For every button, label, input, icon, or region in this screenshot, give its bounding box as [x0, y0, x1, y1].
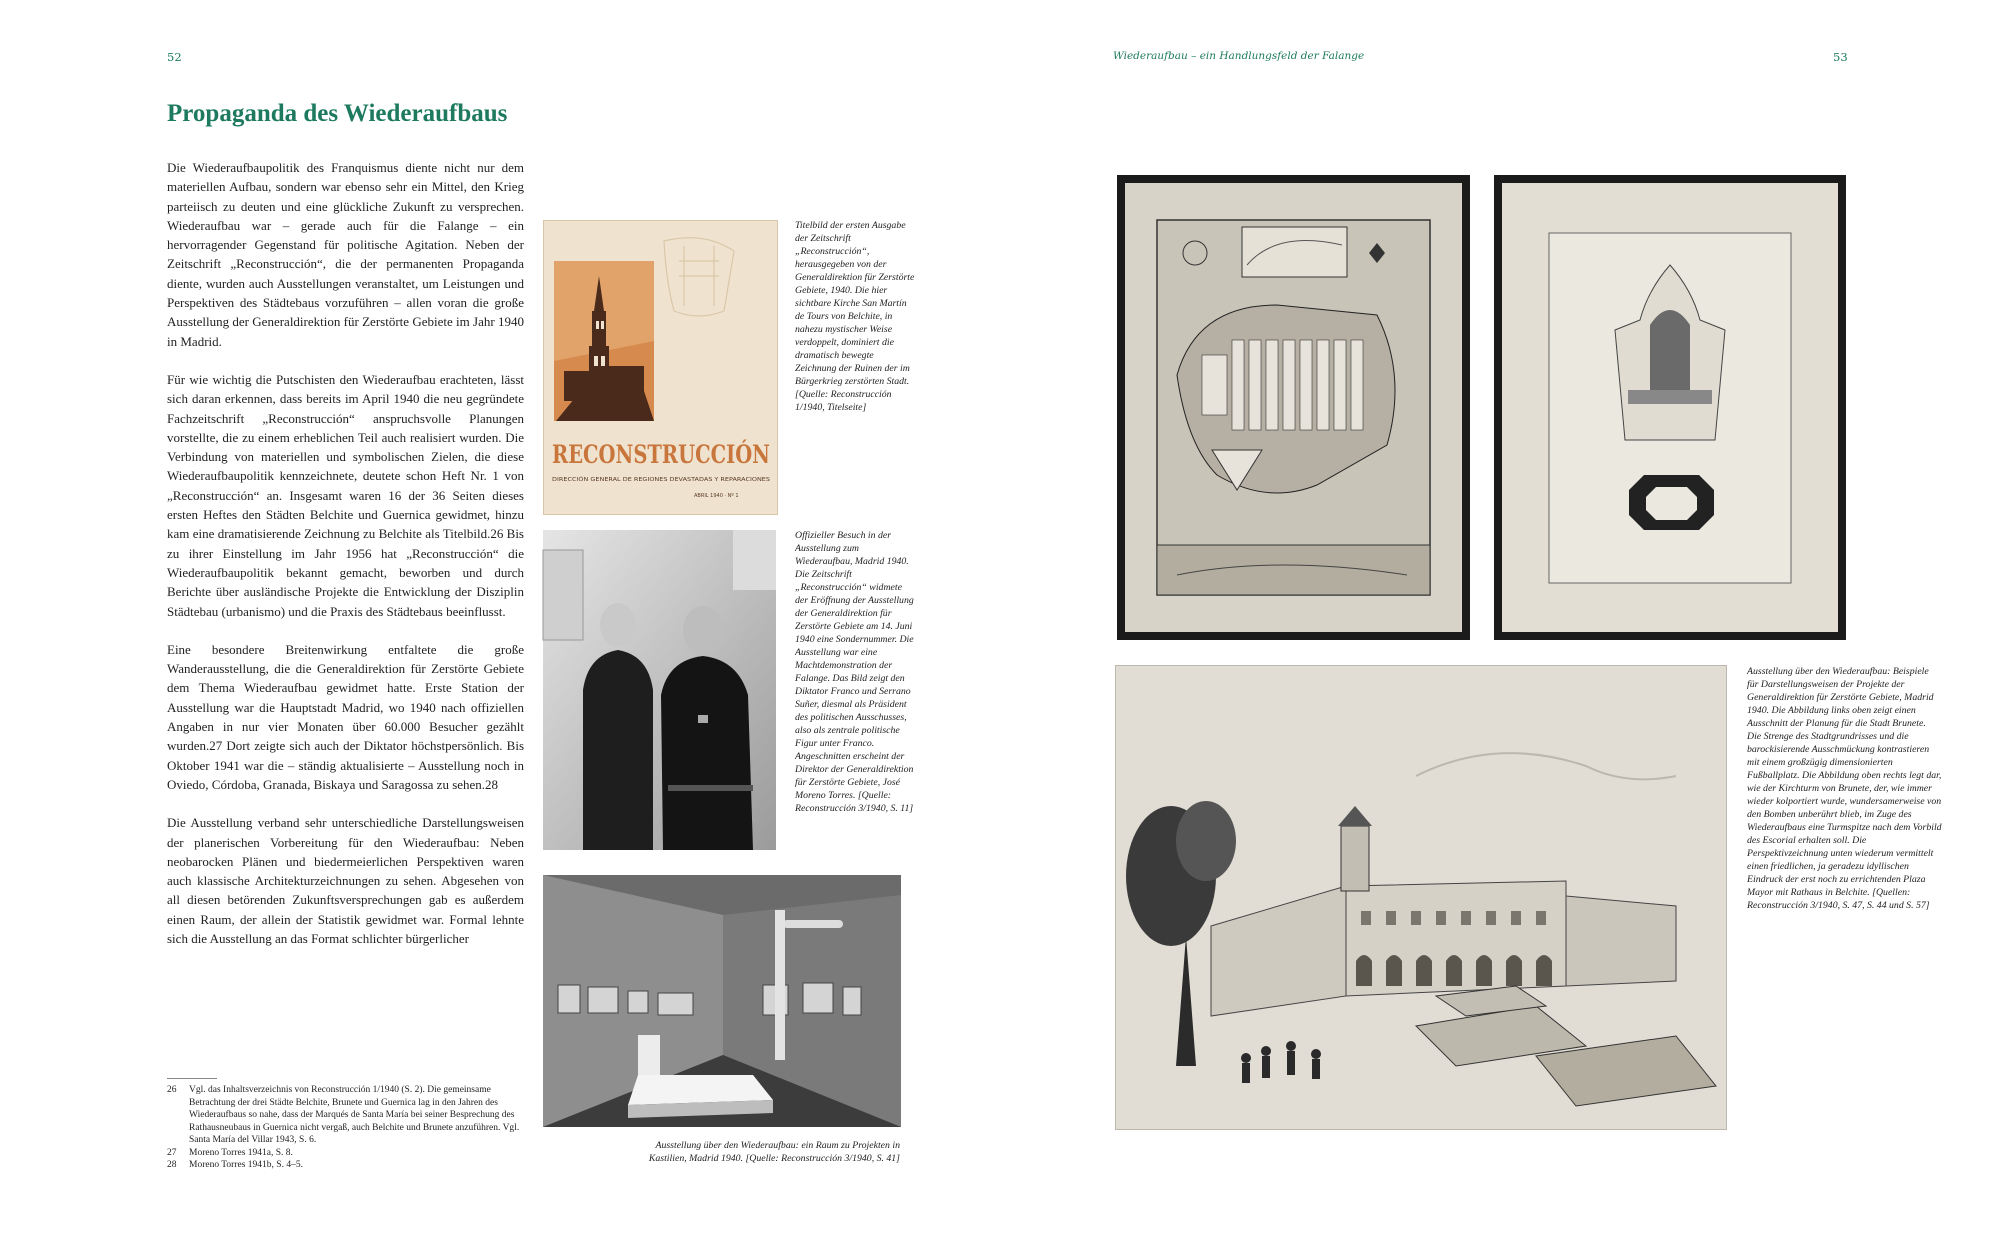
room-caption: Ausstellung über den Wiederaufbau: ein Raum zu Projekten in Kastilien, Madrid 1940. [Quelle: Reconstrucción 3/1940, S. 41] — [648, 1140, 900, 1164]
left-page-number: 52 — [167, 50, 182, 64]
official-visit-photo — [543, 530, 776, 850]
exhibition-room-photo — [543, 875, 901, 1127]
cover-caption: Titelbild der ersten Ausgabe der Zeitschrift „Reconstrucción“, herausgegeben von der Generaldirektion für Zerstörte Gebiete, 1940. Die hier sichtbare Kirche San Martín de Tours von Belchite, in nahezu mystischer Weise verdoppelt, dominiert die dramatisch bewegte Zeichnung der Ruinen der im Bürgerkrieg zerstörten Stadt. [Quelle: Reconstrucción 1/1940, Titelseite] — [795, 220, 915, 413]
footnote — [167, 1147, 524, 1160]
paragraph: Die Wiederaufbaupolitik des Franquismus diente nicht nur dem materiellen Aufbau, sondern war ebenso sehr ein Mittel, den Krieg parteiisch zu deuten und eine glückliche Zukunft zu versprechen. Wiederaufbau war – gerade auch für die Falange – ein hervorragender Gegenstand für politische Agitation. Neben der Zeitschrift „Reconstrucción“, die der permanenten Propaganda diente, wurden auch Ausstellungen veranstaltet, um Leistungen und Perspektiven des Städtebaus vorzuführen – allen voran die große Ausstellung der Generaldirektion für Zerstörte Gebiete im Jahr 1940 in Madrid. — [167, 160, 524, 349]
paragraph: Die Ausstellung verband sehr unterschiedliche Darstellungsweisen der planerischen Vorbereitung für den Wiederaufbau: Neben neobarocken Plänen und biedermeierlichen Perspektiven waren auch klassische Architekturzeichnungen zu sehen. Abgesehen von all diesen betörenden Zukunftsversprechungen gab es außerdem einen Raum, der allein der Statistik gewidmet war. Formal lehnte sich die Ausstellung an das Format schlichter bürgerlicher — [167, 815, 524, 946]
footnote-text: Moreno Torres 1941a, S. 8. — [189, 1147, 293, 1158]
footnote-text: Vgl. das Inhaltsverzeichnis von Reconstrucción 1/1940 (S. 2). Die gemeinsame Betrachtung der drei Städte Belchite, Brunete und Guernica lag in den Jahren des Wiederaufbaus so nahe, dass der Marqués de Santa María bei seiner Besprechung des Rathausneubaus in Guernica nicht vergaß, auch Belchite und Brunete anzuführen. Vgl. Santa María del Villar 1943, S. 6. — [189, 1085, 520, 1145]
footnote — [167, 1084, 524, 1147]
cover-issue: ABRIL 1940 · Nº 1 — [694, 493, 739, 499]
page-title: Propaganda des Wiederaufbaus — [167, 100, 508, 127]
footnote — [167, 1159, 524, 1172]
paragraph: Eine besondere Breitenwirkung entfaltete die große Wanderausstellung, die die Generaldirektion für Zerstörte Gebiete dem Thema Wiederaufbau gewidmet hatte. Erste Station der Ausstellung war die Hauptstadt Madrid, wo 1940 nach offiziellen Angaben in nur vier Monaten über 60.000 Besucher gezählt wurden.27 Dort zeigte sich auch der Diktator höchstpersönlich. Bis Oktober 1941 war die – ständig aktualisierte – Ausstellung noch in Oviedo, Córdoba, Granada, Biskaya und Saragossa zu sehen.28 — [167, 641, 524, 792]
visit-caption: Offizieller Besuch in der Ausstellung zum Wiederaufbau, Madrid 1940. Die Zeitschrift „Reconstrucción“ widmete der Eröffnung der Ausstellung der Generaldirektion für Zerstörte Gebiete am 14. Juni 1940 eine Sondernummer. Die Ausstellung war eine Machtdemonstration der Falange. Das Bild zeigt den Diktator Franco und Serrano Suñer, diesmal als Präsident des politischen Ausschusses, also als zentrale politische Figur unter Franco. Angeschnitten erscheint der Direktor der Generaldirektion für Zerstörte Gebiete, José Moreno Torres. [Quelle: Reconstrucción 3/1940, S. 11] — [795, 530, 914, 814]
body-text — [167, 158, 524, 967]
right-page-number: 53 — [1833, 50, 1848, 64]
cover-masthead: RECONSTRUCCIÓN — [552, 440, 770, 469]
footnote-number: 26 — [167, 1085, 177, 1095]
footnote-rule — [167, 1078, 217, 1079]
magazine-cover-image — [543, 220, 778, 515]
paragraph: Für wie wichtig die Putschisten den Wiederaufbau erachteten, lässt sich daran erkennen, dass bereits im April 1940 die neu gegründete Fachzeitschrift „Reconstrucción“ anspruchsvolle Planungen vorstellte, die zu einem erheblichen Teil auch realisiert wurden. Die Verbindung von materiellen und symbolischen Zielen, die diese Wiederaufbaupolitik kennzeichnete, deutete schon Heft Nr. 1 von „Reconstrucción“ an. Insgesamt waren 16 der 36 Seiten dieses ersten Heftes den Städten Belchite und Guernica gewidmet, hinzu kam eine dramatisierende Zeichnung zu Belchite als Titelbild.26 Bis zu ihrer Einstellung im Jahr 1956 hat „Reconstrucción“ die Wiederaufbaupolitik bekannt gemacht, beworben und durch Berichte über ausländische Projekte die Entwicklung der Disziplin Städtebau (urbanismo) und die Praxis des Städtebaus beeinflusst. — [167, 371, 524, 619]
plaza-mayor-perspective — [1115, 665, 1727, 1130]
cover-subline: DIRECCIÓN GENERAL DE REGIONES DEVASTADAS Y REPARACIONES — [552, 477, 741, 483]
running-head: Wiederaufbau – ein Handlungsfeld der Falange — [1113, 50, 1365, 62]
footnote-number: 27 — [167, 1147, 177, 1158]
footnotes — [167, 1084, 524, 1172]
tower-elevation-frame — [1494, 175, 1846, 640]
footnote-number: 28 — [167, 1160, 177, 1170]
right-page-caption: Ausstellung über den Wiederaufbau: Beispiele für Darstellungsweisen der Projekte der Generaldirektion für Zerstörte Gebiete, Madrid 1940. Die Abbildung links oben zeigt einen Ausschnitt der Planung für die Stadt Brunete. Die Strenge des Stadtgrundrisses und die barockisierende Ausschmückung kontrastieren mit einem großzügig dimensionierten Fußballplatz. Die Abbildung oben rechts legt dar, wie der Kirchturm von Brunete, der, wie immer wieder kolportiert wurde, wundersamerweise von den Bomben unberührt blieb, im Zuge des Wiederaufbaus eine Turmspitze nach dem Vorbild des Escorial erhalten soll. Die Perspektivzeichnung unten wiederum vermittelt einen friedlichen, ja geradezu idyllischen Eindruck der erst noch zu errichtenden Plaza Mayor mit Rathaus in Belchite. [Quellen: Reconstrucción 3/1940, S. 47, S. 44 und S. 57] — [1747, 666, 1942, 911]
brunete-plan-frame — [1117, 175, 1470, 640]
footnote-text: Moreno Torres 1941b, S. 4–5. — [189, 1160, 303, 1170]
cover-illustration — [544, 221, 777, 514]
